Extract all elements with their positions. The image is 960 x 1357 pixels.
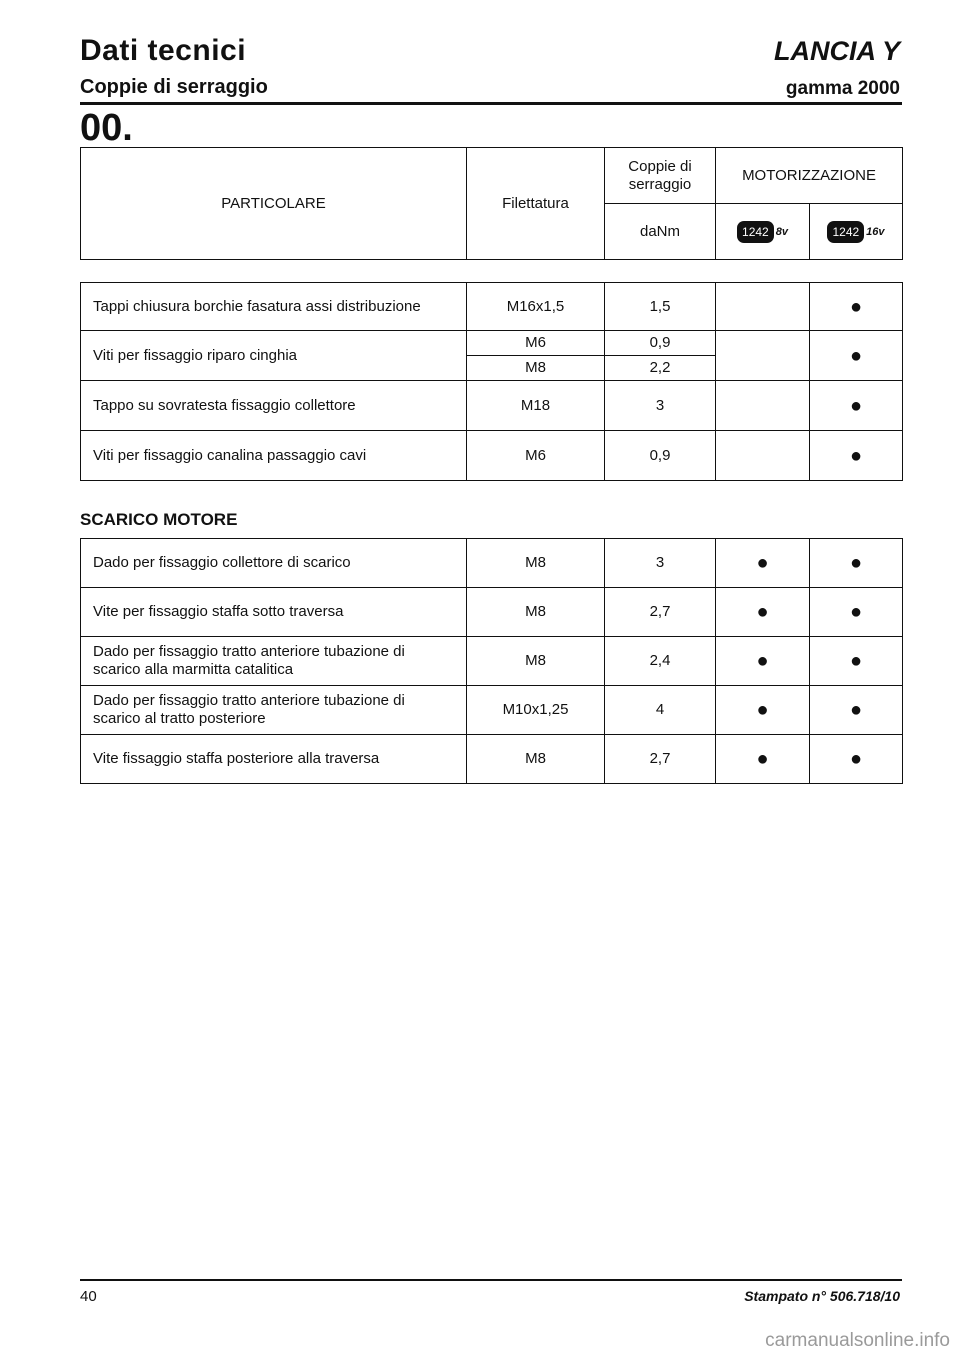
engine-block-icon [827,221,884,243]
col-header-unit: daNm [605,204,716,260]
thread-value: M8 [467,356,605,381]
torque-value: 0,9 [605,331,716,356]
section-code: 00. [80,107,133,149]
engine-16v-mark: ● [810,735,903,784]
engine-8v-mark [716,331,810,381]
table-row [81,431,903,481]
engine-8v-suffix: 8v [775,225,788,238]
engine-16v-mark: ● [810,588,903,637]
torque-value: 0,9 [605,431,716,481]
header-table [80,147,903,260]
print-reference: Stampato n° 506.718/10 [744,1288,900,1304]
engine-8v-mark: ● [716,539,810,588]
engine-16v-suffix: 16v [866,225,885,238]
thread-value: M10x1,25 [467,686,605,735]
torque-value: 4 [605,686,716,735]
page-title: Dati tecnici [80,34,247,67]
thread-value: M6 [467,431,605,481]
col-header-engine-16v [810,204,903,260]
section-title-scarico: SCARICO MOTORE [80,510,238,529]
part-name: Dado per fissaggio collettore di scarico [81,539,467,588]
thread-value: M8 [467,588,605,637]
part-name: Vite per fissaggio staffa sotto traversa [81,588,467,637]
torque-value: 2,7 [605,735,716,784]
col-header-coppie: Coppie di serraggio [605,148,716,204]
torque-value: 2,7 [605,588,716,637]
engine-16v-mark: ● [810,431,903,481]
engine-8v-mark: ● [716,686,810,735]
thread-value: M8 [467,637,605,686]
table-row [81,588,903,637]
engine-block-icon [737,221,788,243]
table-row [81,539,903,588]
torque-value: 3 [605,381,716,431]
table-row [81,686,903,735]
part-name: Dado per fissaggio tratto anteriore tubazione di scarico alla marmitta catalitica [81,637,467,686]
torque-table-2 [80,538,903,784]
torque-value: 2,2 [605,356,716,381]
thread-value: M16x1,5 [467,283,605,331]
part-name: Tappo su sovratesta fissaggio collettore [81,381,467,431]
engine-8v-mark: ● [716,735,810,784]
part-name: Vite fissaggio staffa posteriore alla traversa [81,735,467,784]
engine-8v-mark: ● [716,588,810,637]
table-row [81,381,903,431]
engine-8v-mark: ● [716,637,810,686]
header-rule [80,102,902,105]
torque-value: 1,5 [605,283,716,331]
engine-16v-mark: ● [810,686,903,735]
table-row [81,637,903,686]
brand-title: LANCIA Y [773,36,900,66]
torque-value: 3 [605,539,716,588]
engine-16v-mark: ● [810,331,903,381]
engine-16v-code: 1242 [827,221,864,243]
part-name: Viti per fissaggio riparo cinghia [81,331,467,381]
torque-table-1 [80,282,903,481]
watermark: carmanualsonline.info [765,1330,950,1351]
table-row [81,283,903,331]
torque-value: 2,4 [605,637,716,686]
page-subtitle: Coppie di serraggio [80,76,268,98]
thread-value: M8 [467,539,605,588]
table-row [81,735,903,784]
page-number: 40 [80,1288,97,1305]
footer-rule [80,1279,902,1281]
part-name: Viti per fissaggio canalina passaggio cavi [81,431,467,481]
engine-16v-mark: ● [810,539,903,588]
engine-8v-code: 1242 [737,221,774,243]
part-name: Dado per fissaggio tratto anteriore tubazione di scarico al tratto posteriore [81,686,467,735]
model-range: gamma 2000 [785,78,900,99]
table-row [81,331,903,356]
engine-16v-mark: ● [810,381,903,431]
thread-value: M8 [467,735,605,784]
col-header-filettatura: Filettatura [467,148,605,260]
col-header-particolare: PARTICOLARE [81,148,467,260]
part-name: Tappi chiusura borchie fasatura assi distribuzione [81,283,467,331]
col-header-motorizzazione: MOTORIZZAZIONE [716,148,903,204]
engine-16v-mark: ● [810,637,903,686]
engine-8v-mark [716,283,810,331]
thread-value: M6 [467,331,605,356]
col-header-engine-8v [716,204,810,260]
thread-value: M18 [467,381,605,431]
engine-16v-mark: ● [810,283,903,331]
engine-8v-mark [716,431,810,481]
engine-8v-mark [716,381,810,431]
